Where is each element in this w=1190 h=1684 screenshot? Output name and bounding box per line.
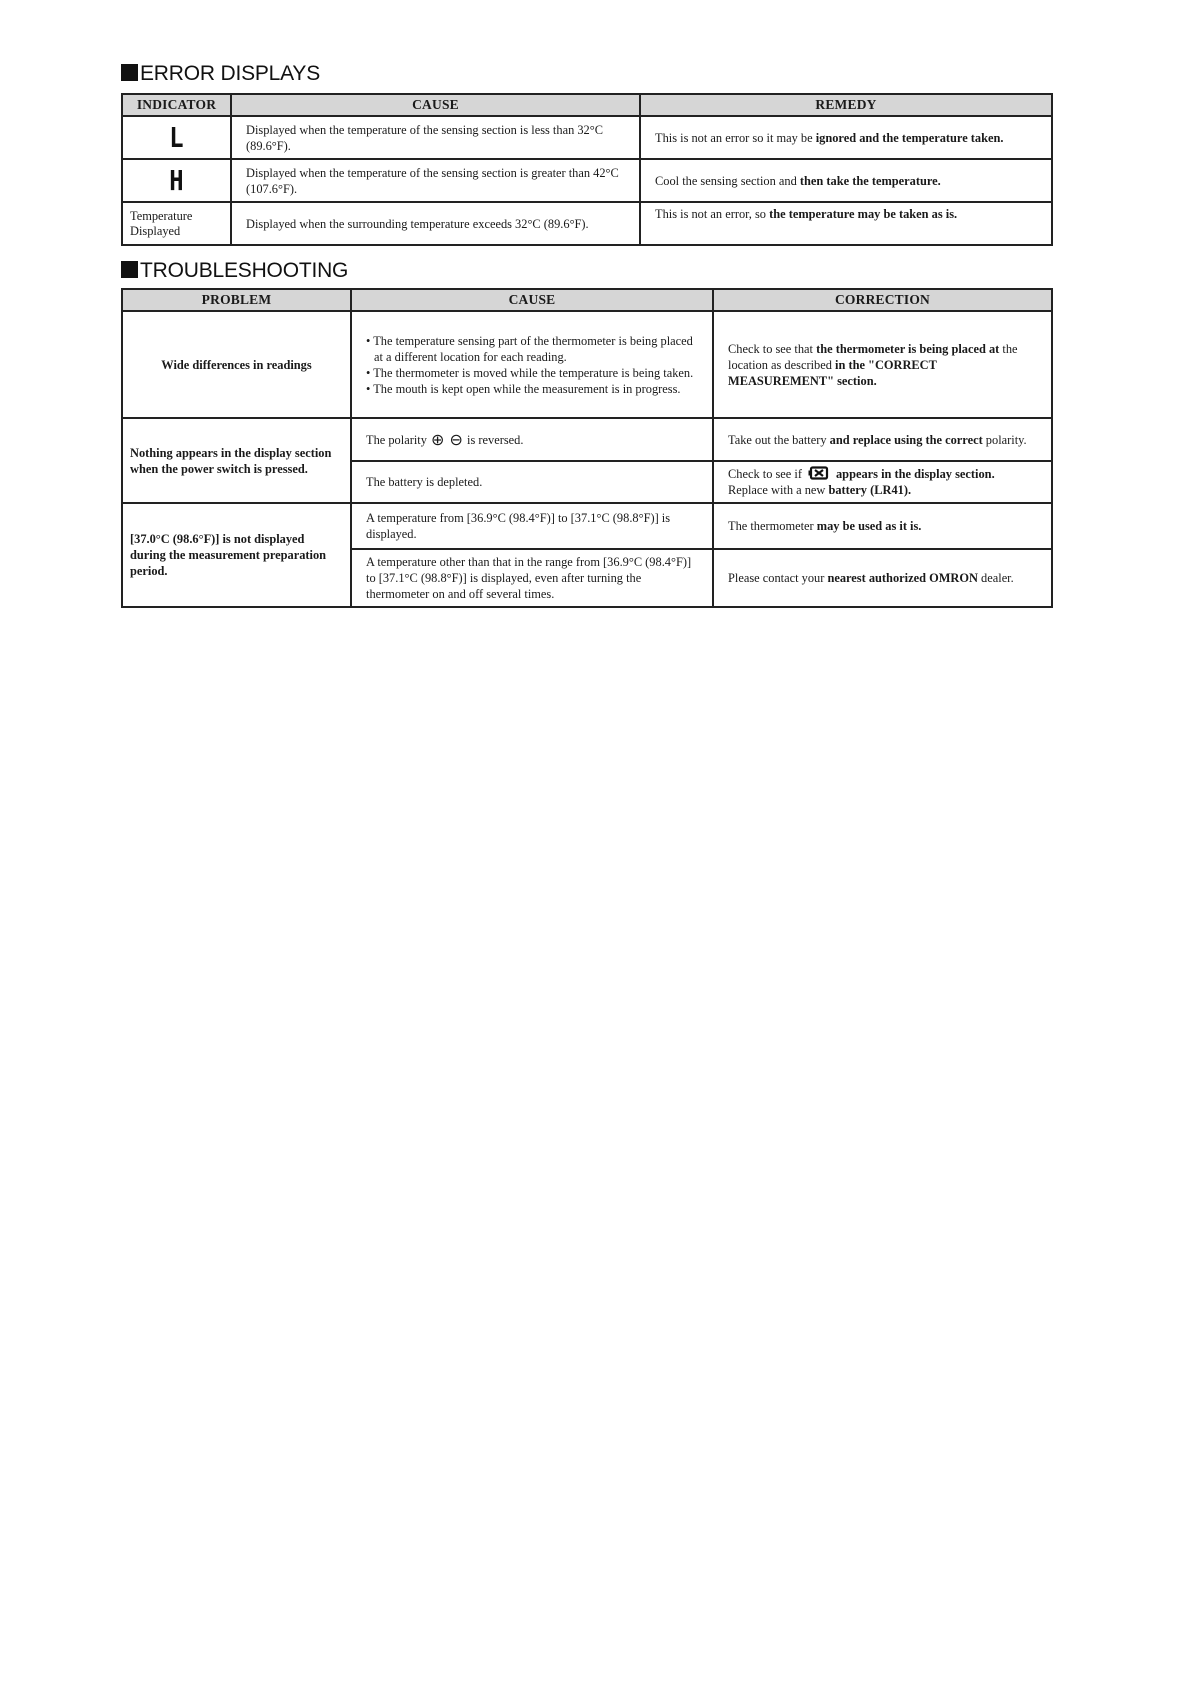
remedy-text: This is not an error so it may be [655,130,816,145]
table-row [122,503,1052,549]
cause-cell: A temperature from [36.9°C (98.4°F)] to [37.1°C (98.8°F)] is displayed. [351,503,713,549]
table-row [122,159,1052,202]
error-displays-title: ERROR DISPLAYS [140,62,321,85]
correction-cell [713,418,1052,461]
remedy-text: This is not an error, so [655,207,770,221]
troubleshooting-table [121,288,1053,608]
remedy-bold-text: then take the temperature. [799,173,941,188]
indicator-cell: Temperature Displayed [122,202,231,245]
correction-text: Please contact your [728,571,828,585]
correction-bold-text: the thermometer is being placed at [816,341,1000,356]
correction-bold-text: appears in the display section. [835,467,995,481]
remedy-cell [640,159,1052,202]
correction-text: dealer. [977,571,1014,585]
cause-list [366,333,698,397]
correction-cell [713,461,1052,503]
indicator-cell [122,116,231,159]
correction-text: The thermometer [728,519,817,533]
correction-bold-text: nearest authorized OMRON [827,571,978,585]
table-header-row [122,94,1052,116]
correction-cell [713,503,1052,549]
lcd-indicator-low: L [169,120,184,154]
polarity-text: The polarity [366,432,427,447]
remedy-cell [640,202,1052,245]
table-header-row [122,289,1052,311]
correction-bold-text: battery (LR41). [828,483,912,497]
troubleshooting-heading [121,259,348,283]
correction-text: Replace with a new [728,483,829,497]
remedy-bold-text: ignored and the temperature taken. [815,130,1004,145]
header-correction: CORRECTION [713,289,1052,311]
remedy-cell [640,116,1052,159]
section-square-icon [121,261,138,278]
problem-cell: Wide differences in readings [122,311,351,418]
problem-cell: Nothing appears in the display section when the power switch is pressed. [122,418,351,503]
correction-cell [713,549,1052,607]
error-displays-table [121,93,1053,246]
cause-cell: The battery is depleted. [351,461,713,503]
cause-cell [351,311,713,418]
list-item: • The thermometer is moved while the temperature is being taken. [366,365,694,380]
header-cause: CAUSE [351,289,713,311]
polarity-text: is reversed. [467,432,524,447]
troubleshooting-title: TROUBLESHOOTING [140,259,349,282]
correction-text: Check to see that [728,341,817,356]
correction-text: Check to see if [728,467,802,481]
plus-terminal-icon: ⊕ [431,429,445,449]
correction-text: the location as described [728,341,1018,372]
section-square-icon [121,64,138,81]
cause-cell: Displayed when the temperature of the sensing section is greater than 42°C (107.6°F). [231,159,640,202]
problem-cell: [37.0°C (98.6°F)] is not displayed during the measurement preparation period. [122,503,351,607]
remedy-bold-text: the temperature may be taken as is. [769,207,958,221]
correction-bold-text: in the "CORRECT MEASUREMENT" section. [728,357,937,388]
header-indicator: INDICATOR [122,94,231,116]
cause-cell: Displayed when the surrounding temperature exceeds 32°C (89.6°F). [231,202,640,245]
correction-text: Take out the battery [728,432,830,447]
list-item: • The temperature sensing part of the thermometer is being placed at a different location for each reading. [366,333,693,364]
header-cause: CAUSE [231,94,640,116]
cause-cell: A temperature other than that in the range from [36.9°C (98.4°F)] to [37.1°C (98.8°F)] is displayed, even after turning the thermometer on and off several times. [351,549,713,607]
error-displays-heading [121,62,320,86]
table-row [122,311,1052,418]
minus-terminal-icon: ⊖ [449,429,463,449]
indicator-cell [122,159,231,202]
header-problem: PROBLEM [122,289,351,311]
battery-empty-icon [808,466,830,480]
remedy-text: Cool the sensing section and [655,173,800,188]
correction-text: polarity. [982,432,1027,447]
table-row [122,202,1052,245]
correction-bold-text: may be used as it is. [816,519,922,533]
lcd-indicator-high: H [169,163,184,197]
list-item: • The mouth is kept open while the measurement is in progress. [366,381,681,396]
header-remedy: REMEDY [640,94,1052,116]
cause-cell [351,418,713,461]
table-row [122,418,1052,461]
correction-bold-text: and replace using the correct [829,432,983,447]
cause-cell: Displayed when the temperature of the sensing section is less than 32°C (89.6°F). [231,116,640,159]
table-row [122,116,1052,159]
correction-cell [713,311,1052,418]
